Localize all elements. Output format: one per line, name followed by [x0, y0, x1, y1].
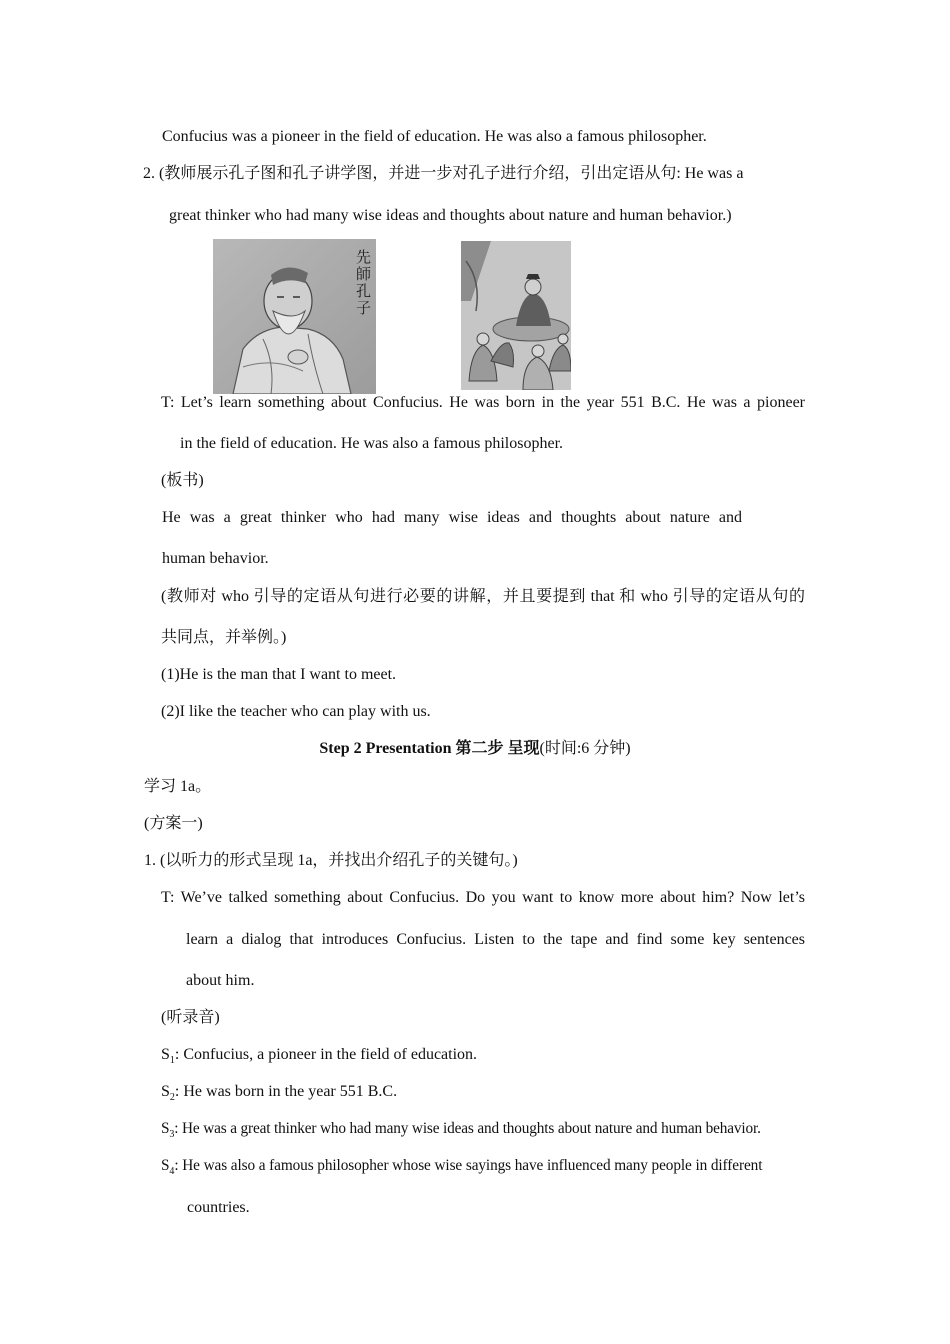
text-line-17: T: We’ve talked something about Confucius. Do you want to know more about him? Now let’s: [161, 889, 805, 906]
text-line-16: 1. (以听力的形式呈现 1a，并找出介绍孔子的关键句。): [144, 852, 518, 869]
text-line-11: (1)He is the man that I want to meet.: [161, 666, 397, 683]
text-line-18: learn a dialog that introduces Confucius. Listen to the tape and find some key sentences: [186, 931, 805, 948]
text-line-19: about him.: [186, 972, 255, 989]
student-line-text: : He was also a famous philosopher whose wise sayings have influenced many people in different: [174, 1157, 763, 1174]
confucius-teaching-image: [461, 241, 571, 390]
speaker-subscript: 1: [169, 1055, 175, 1066]
speaker-subscript: 3: [169, 1129, 175, 1140]
student-line-text: : Confucius, a pioneer in the field of education.: [174, 1046, 478, 1063]
text-line-01: Confucius was a pioneer in the field of education. He was also a famous philosopher.: [162, 128, 707, 145]
text-line-05: in the field of education. He was also a famous philosopher.: [180, 435, 564, 452]
speaker-label: S: [161, 1046, 170, 1063]
text-line-02: 2. (教师展示孔子图和孔子讲学图，并进一步对孔子进行介绍，引出定语从句: He was a: [143, 165, 744, 182]
text-line-08: human behavior.: [162, 550, 269, 567]
speaker-subscript: 2: [169, 1092, 175, 1103]
speaker-label: S: [161, 1083, 170, 1100]
confucius-portrait-image: [213, 239, 376, 394]
student-line-4: [161, 1156, 762, 1178]
text-line-09: (教师对 who 引导的定语从句进行必要的讲解，并且要提到 that 和 who 引导的定语从句的: [161, 588, 805, 605]
student-line-1: [161, 1045, 477, 1067]
speaker-label: S: [161, 1120, 170, 1137]
section-heading-time: (时间:6 分钟): [539, 740, 631, 757]
text-line-20: (听录音): [161, 1009, 220, 1026]
student-line-text: : He was a great thinker who had many wise ideas and thoughts about nature and human behavior.: [174, 1120, 761, 1137]
student-line-3: [161, 1119, 761, 1141]
portrait-inscription: 先師孔子: [356, 248, 372, 317]
text-line-14: 学习 1a。: [144, 778, 212, 795]
speaker-subscript: 4: [169, 1166, 175, 1177]
text-line-06: (板书): [161, 472, 204, 489]
section-heading: [0, 739, 950, 759]
student-line-2: [161, 1082, 397, 1104]
student-line-text: : He was born in the year 551 B.C.: [174, 1083, 398, 1100]
section-heading-bold: Step 2 Presentation 第二步 呈现: [319, 740, 540, 757]
text-line-15: (方案一): [144, 815, 203, 832]
text-line-10: 共同点，并举例。): [161, 629, 287, 646]
speaker-label: S: [161, 1157, 170, 1174]
text-line-03: great thinker who had many wise ideas and thoughts about nature and human behavior.): [169, 207, 732, 224]
text-line-12: (2)I like the teacher who can play with us.: [161, 703, 431, 720]
text-line-04: T: Let’s learn something about Confucius. He was born in the year 551 B.C. He was a pioneer: [161, 394, 805, 411]
text-line-07: He was a great thinker who had many wise ideas and thoughts about nature and: [162, 509, 742, 526]
text-line-25: countries.: [187, 1199, 250, 1216]
